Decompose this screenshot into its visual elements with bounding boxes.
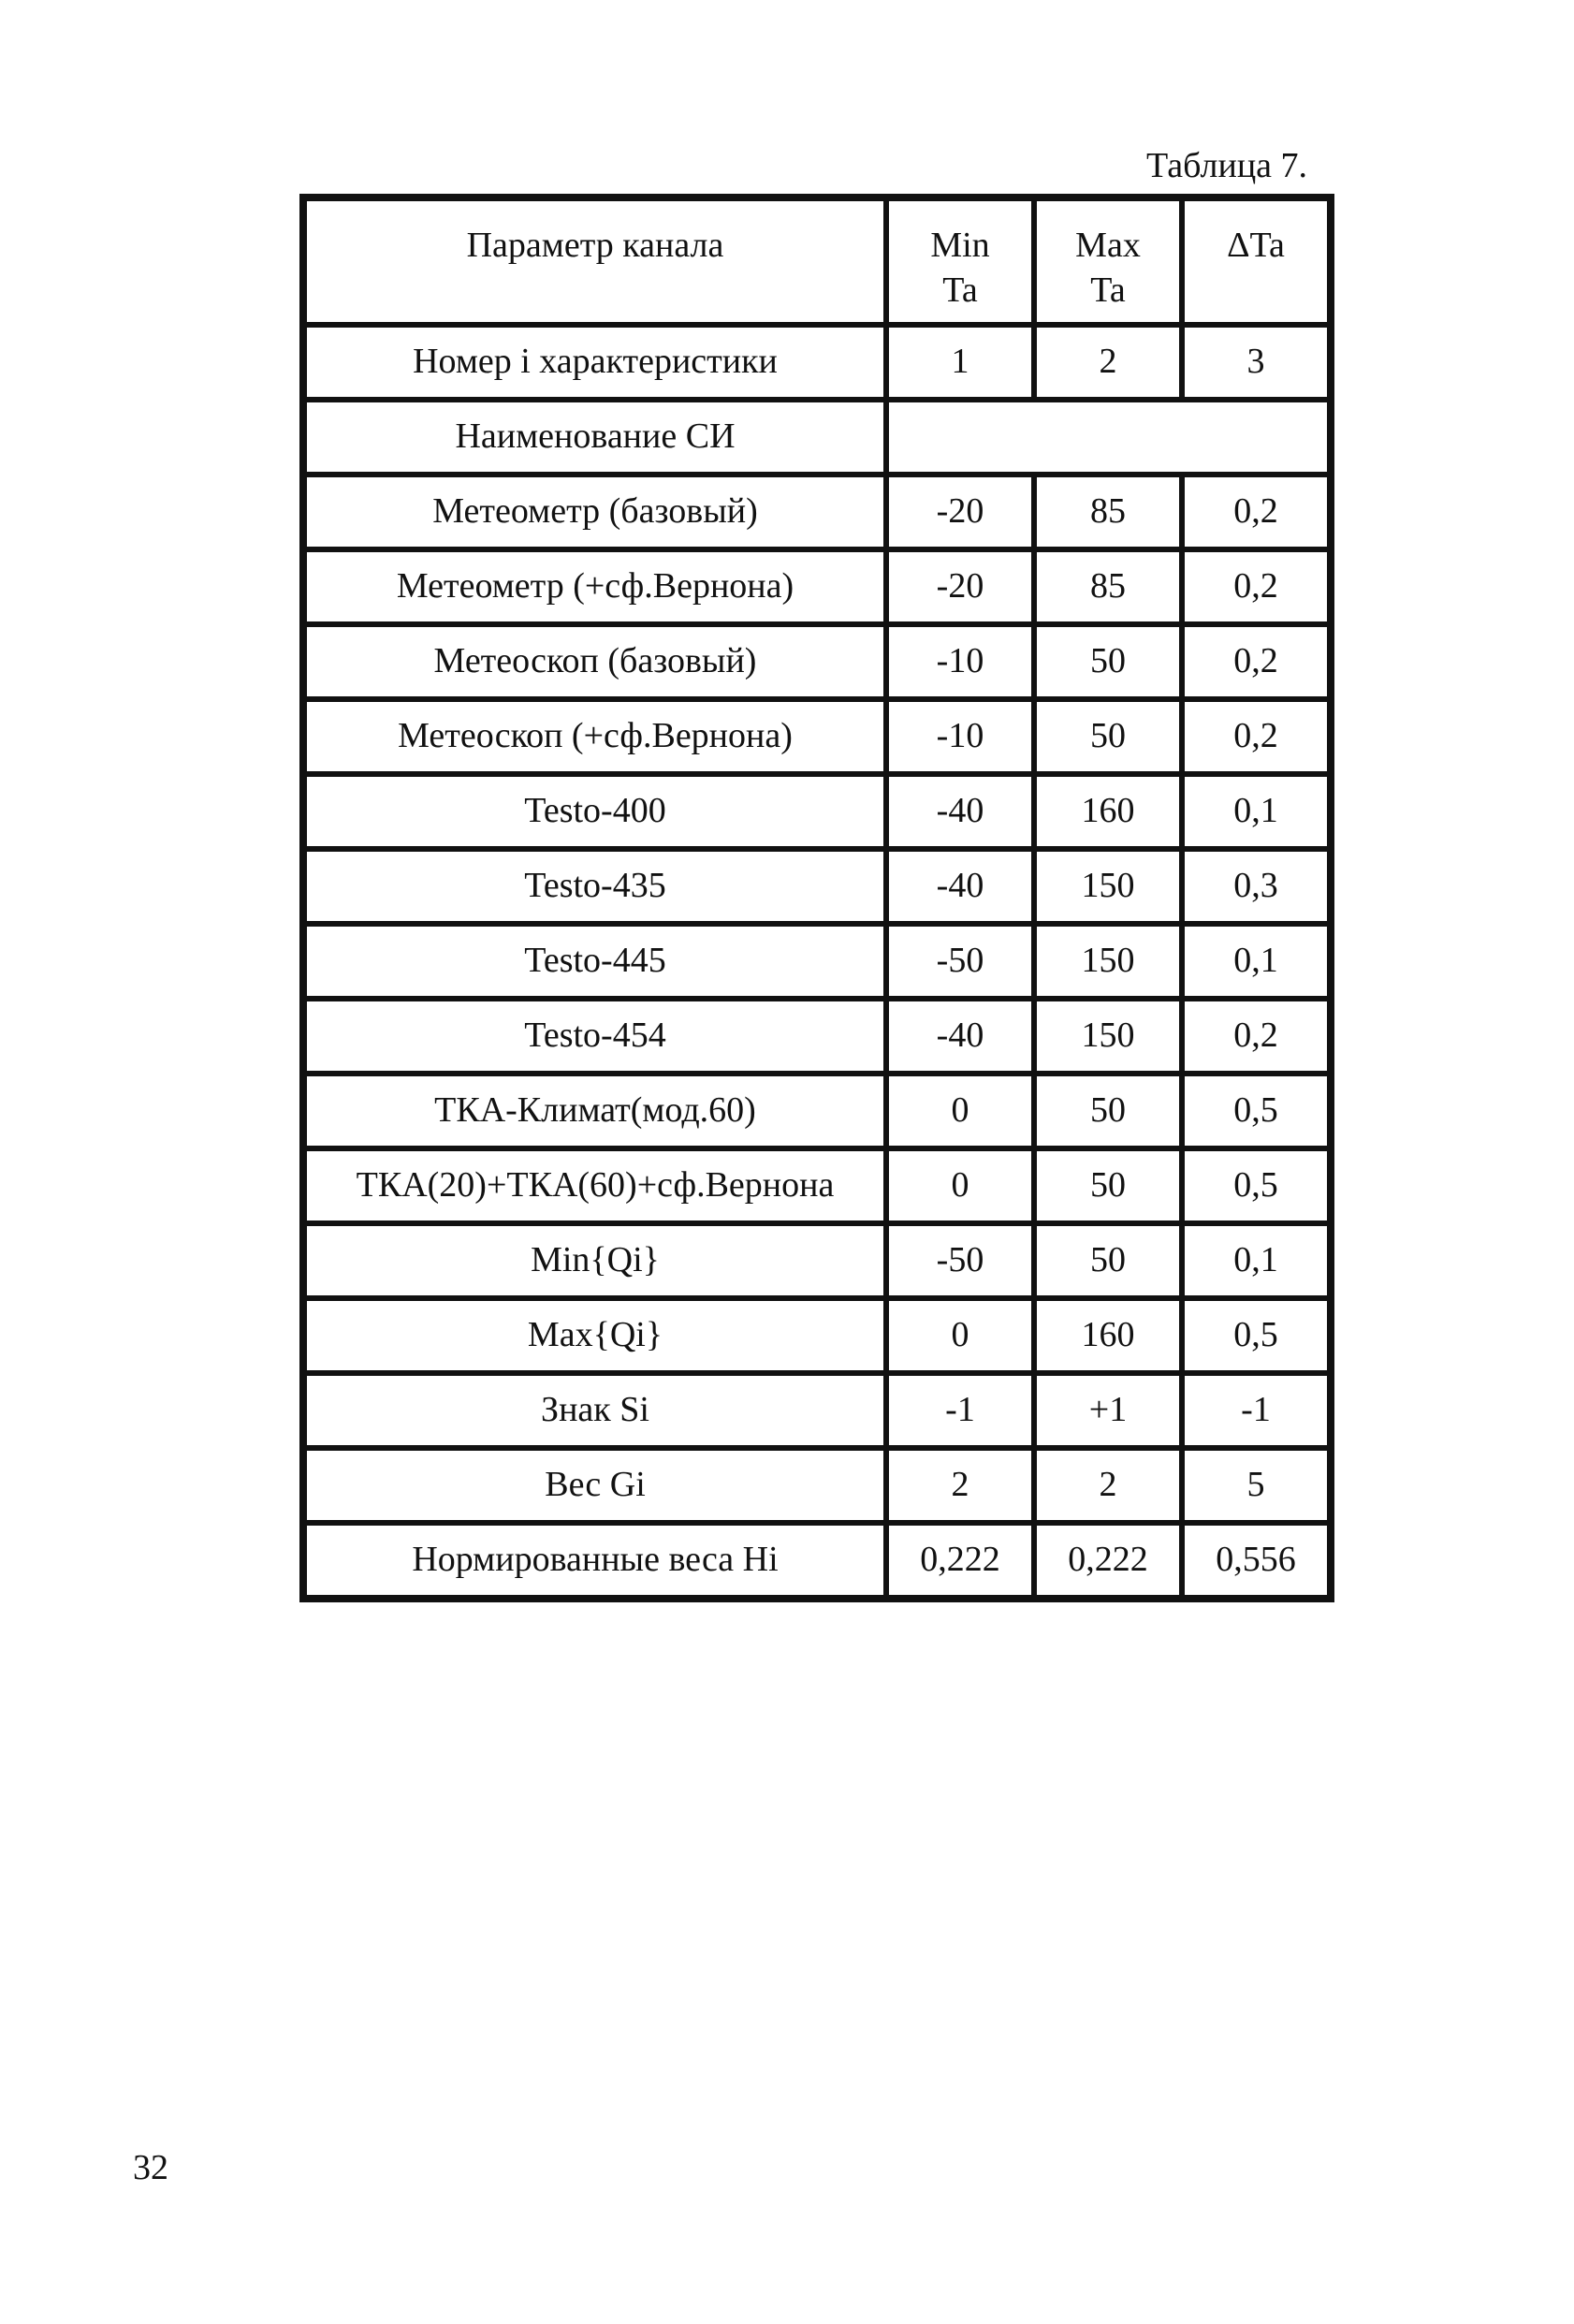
- instrument-row-min: 0: [886, 1074, 1034, 1148]
- instrument-row-max: 50: [1034, 624, 1182, 699]
- numbers-row-label: Номер i характеристики: [304, 325, 886, 400]
- summary-row-max: 160: [1034, 1298, 1182, 1373]
- parameters-table: [299, 194, 1334, 1602]
- instrument-row-min: -40: [886, 849, 1034, 924]
- summary-row: [304, 1223, 1330, 1298]
- instrument-row-label: Метеоскоп (базовый): [304, 624, 886, 699]
- instrument-row: [304, 924, 1330, 999]
- instrument-row-min: -50: [886, 924, 1034, 999]
- summary-row: [304, 1298, 1330, 1373]
- header-row: [304, 198, 1330, 325]
- instrument-row: [304, 549, 1330, 624]
- instrument-row-delta: 0,5: [1182, 1074, 1330, 1148]
- summary-row-min: -1: [886, 1373, 1034, 1448]
- summary-row-delta: 0,5: [1182, 1298, 1330, 1373]
- summary-row-delta: 0,1: [1182, 1223, 1330, 1298]
- instrument-row-delta: 0,3: [1182, 849, 1330, 924]
- instrument-row-min: -40: [886, 774, 1034, 849]
- instrument-row-label: ТКА-Климат(мод.60): [304, 1074, 886, 1148]
- instrument-row-delta: 0,2: [1182, 699, 1330, 774]
- naming-row-blank: [886, 400, 1330, 475]
- instrument-row-min: -40: [886, 999, 1034, 1074]
- header-param: Параметр канала: [304, 198, 886, 325]
- instrument-row-max: 85: [1034, 549, 1182, 624]
- instrument-row-delta: 0,2: [1182, 999, 1330, 1074]
- instrument-row-min: 0: [886, 1148, 1034, 1223]
- header-max: Max Ta: [1034, 198, 1182, 325]
- numbers-row: [304, 325, 1330, 400]
- header-min: Min Ta: [886, 198, 1034, 325]
- instrument-row-delta: 0,5: [1182, 1148, 1330, 1223]
- summary-row-delta: -1: [1182, 1373, 1330, 1448]
- header-delta: ΔTa: [1182, 198, 1330, 325]
- page-number: 32: [133, 2148, 168, 2187]
- numbers-row-c2: 2: [1034, 325, 1182, 400]
- instrument-row-delta: 0,2: [1182, 624, 1330, 699]
- summary-row-min: -50: [886, 1223, 1034, 1298]
- instrument-row-min: -10: [886, 624, 1034, 699]
- numbers-row-c3: 3: [1182, 325, 1330, 400]
- instrument-row-label: Testo-454: [304, 999, 886, 1074]
- instrument-row-max: 50: [1034, 699, 1182, 774]
- summary-row-max: 50: [1034, 1223, 1182, 1298]
- summary-row-label: Max{Qi}: [304, 1298, 886, 1373]
- instrument-row-min: -10: [886, 699, 1034, 774]
- instrument-row-max: 150: [1034, 999, 1182, 1074]
- summary-row-max: +1: [1034, 1373, 1182, 1448]
- instrument-row-label: Testo-445: [304, 924, 886, 999]
- instrument-row-delta: 0,2: [1182, 475, 1330, 549]
- instrument-row-min: -20: [886, 549, 1034, 624]
- summary-row-min: 0: [886, 1298, 1034, 1373]
- summary-row-label: Знак Si: [304, 1373, 886, 1448]
- numbers-row-c1: 1: [886, 325, 1034, 400]
- instrument-row-max: 85: [1034, 475, 1182, 549]
- instrument-row: [304, 999, 1330, 1074]
- instrument-rows: [304, 475, 1330, 1598]
- instrument-row: [304, 624, 1330, 699]
- summary-row-min: 2: [886, 1448, 1034, 1523]
- summary-row-max: 2: [1034, 1448, 1182, 1523]
- summary-row-max: 0,222: [1034, 1523, 1182, 1598]
- instrument-row-label: ТКА(20)+ТКА(60)+сф.Вернона: [304, 1148, 886, 1223]
- instrument-row-label: Testo-400: [304, 774, 886, 849]
- instrument-row-max: 150: [1034, 849, 1182, 924]
- instrument-row-max: 160: [1034, 774, 1182, 849]
- naming-row: [304, 400, 1330, 475]
- summary-row: [304, 1523, 1330, 1598]
- summary-row-delta: 0,556: [1182, 1523, 1330, 1598]
- instrument-row-max: 50: [1034, 1148, 1182, 1223]
- instrument-row-delta: 0,1: [1182, 924, 1330, 999]
- table-caption: Таблица 7.: [1146, 146, 1308, 185]
- instrument-row-label: Метеометр (базовый): [304, 475, 886, 549]
- summary-row-label: Вес Gi: [304, 1448, 886, 1523]
- summary-row-label: Min{Qi}: [304, 1223, 886, 1298]
- instrument-row-delta: 0,2: [1182, 549, 1330, 624]
- naming-row-label: Наименование СИ: [304, 400, 886, 475]
- instrument-row: [304, 774, 1330, 849]
- summary-row: [304, 1373, 1330, 1448]
- summary-row: [304, 1448, 1330, 1523]
- instrument-row-delta: 0,1: [1182, 774, 1330, 849]
- instrument-row-label: Testo-435: [304, 849, 886, 924]
- instrument-row: [304, 475, 1330, 549]
- instrument-row-max: 150: [1034, 924, 1182, 999]
- instrument-row: [304, 1148, 1330, 1223]
- instrument-row-min: -20: [886, 475, 1034, 549]
- instrument-row-max: 50: [1034, 1074, 1182, 1148]
- summary-row-delta: 5: [1182, 1448, 1330, 1523]
- instrument-row: [304, 699, 1330, 774]
- instrument-row: [304, 1074, 1330, 1148]
- summary-row-label: Нормированные веса Hi: [304, 1523, 886, 1598]
- instrument-row-label: Метеометр (+сф.Вернона): [304, 549, 886, 624]
- instrument-row-label: Метеоскоп (+сф.Вернона): [304, 699, 886, 774]
- instrument-row: [304, 849, 1330, 924]
- summary-row-min: 0,222: [886, 1523, 1034, 1598]
